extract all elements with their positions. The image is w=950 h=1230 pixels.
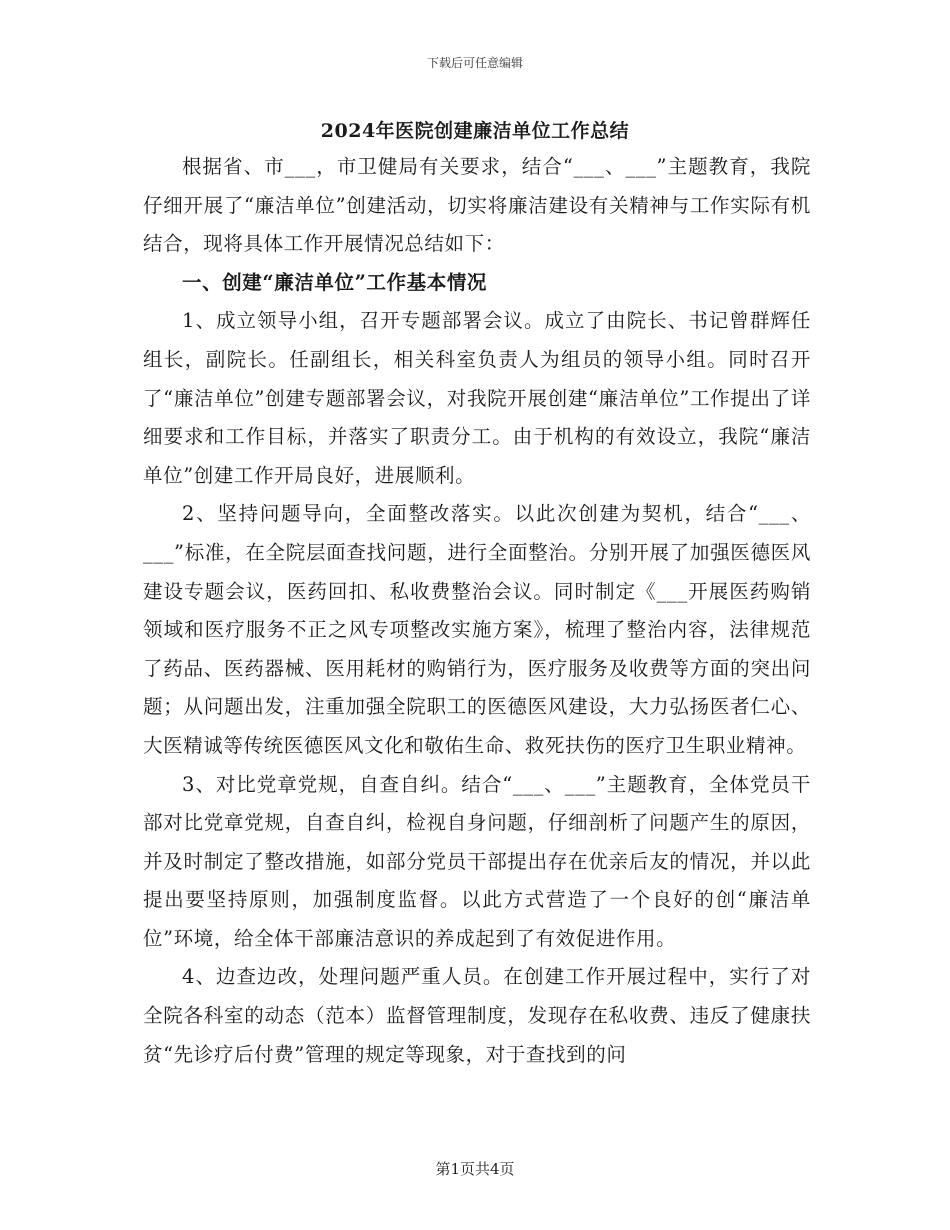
paragraph-item-3: 3、对比党章党规，自查自纠。结合“___、___”主题教育，全体党员干部对比党章党规，自查自纠，检视自身问题，仔细剖析了问题产生的原因，并及时制定了整改措施，如部分党员干部提出存在优亲后友的情况，并以此提出要坚持原则，加强制度监督。以此方式营造了一个良好的创“廉洁单位”环境，给全体干部廉洁意识的养成起到了有效促进作用。 — [143, 772, 811, 950]
document-title: 2024年医院创建廉洁单位工作总结 — [320, 120, 630, 142]
section-heading: 一、创建“廉洁单位”工作基本情况 — [182, 270, 488, 294]
paragraph-item-2: 2、坚持问题导向，全面整改落实。以此次创建为契机，结合“___、___”标准，在全院层面查找问题，进行全面整治。分别开展了加强医德医风建设专题会议，医药回扣、私收费整治会议。同时制定《___开展医药购销领域和医疗服务不正之风专项整改实施方案》，梳理了整治内容，法律规范了药品、医药器械、医用耗材的购销行为，医疗服务及收费等方面的突出问题；从问题出发，注重加强全院职工的医德医风建设，大力弘扬医者仁心、大医精诚等传统医德医风文化和敬佑生命、救死扶伤的医疗卫生职业精神。 — [143, 502, 811, 757]
paragraph-intro: 根据省、市___，市卫健局有关要求，结合“___、___”主题教育，我院仔细开展了“廉洁单位”创建活动，切实将廉洁建设有关精神与工作实际有机结合，现将具体工作开展情况总结如下： — [143, 155, 811, 256]
paragraph-item-4: 4、边查边改，处理问题严重人员。在创建工作开展过程中，实行了对全院各科室的动态（范本）监督管理制度，发现存在私收费、违反了健康扶贫“先诊疗后付费”管理的规定等现象，对于查找到的问 — [143, 965, 811, 1066]
paragraph-item-1: 1、成立领导小组，召开专题部署会议。成立了由院长、书记曾群辉任组长，副院长。任副组长，相关科室负责人为组员的领导小组。同时召开了“廉洁单位”创建专题部署会议，对我院开展创建“廉洁单位”工作提出了详细要求和工作目标，并落实了职责分工。由于机构的有效设立，我院“廉洁单位”创建工作开局良好，进展顺利。 — [143, 309, 811, 487]
header-note: 下载后可任意编辑 — [426, 56, 523, 70]
document-body — [143, 148, 811, 1074]
page-number: 第1页共4页 — [435, 1160, 515, 1178]
